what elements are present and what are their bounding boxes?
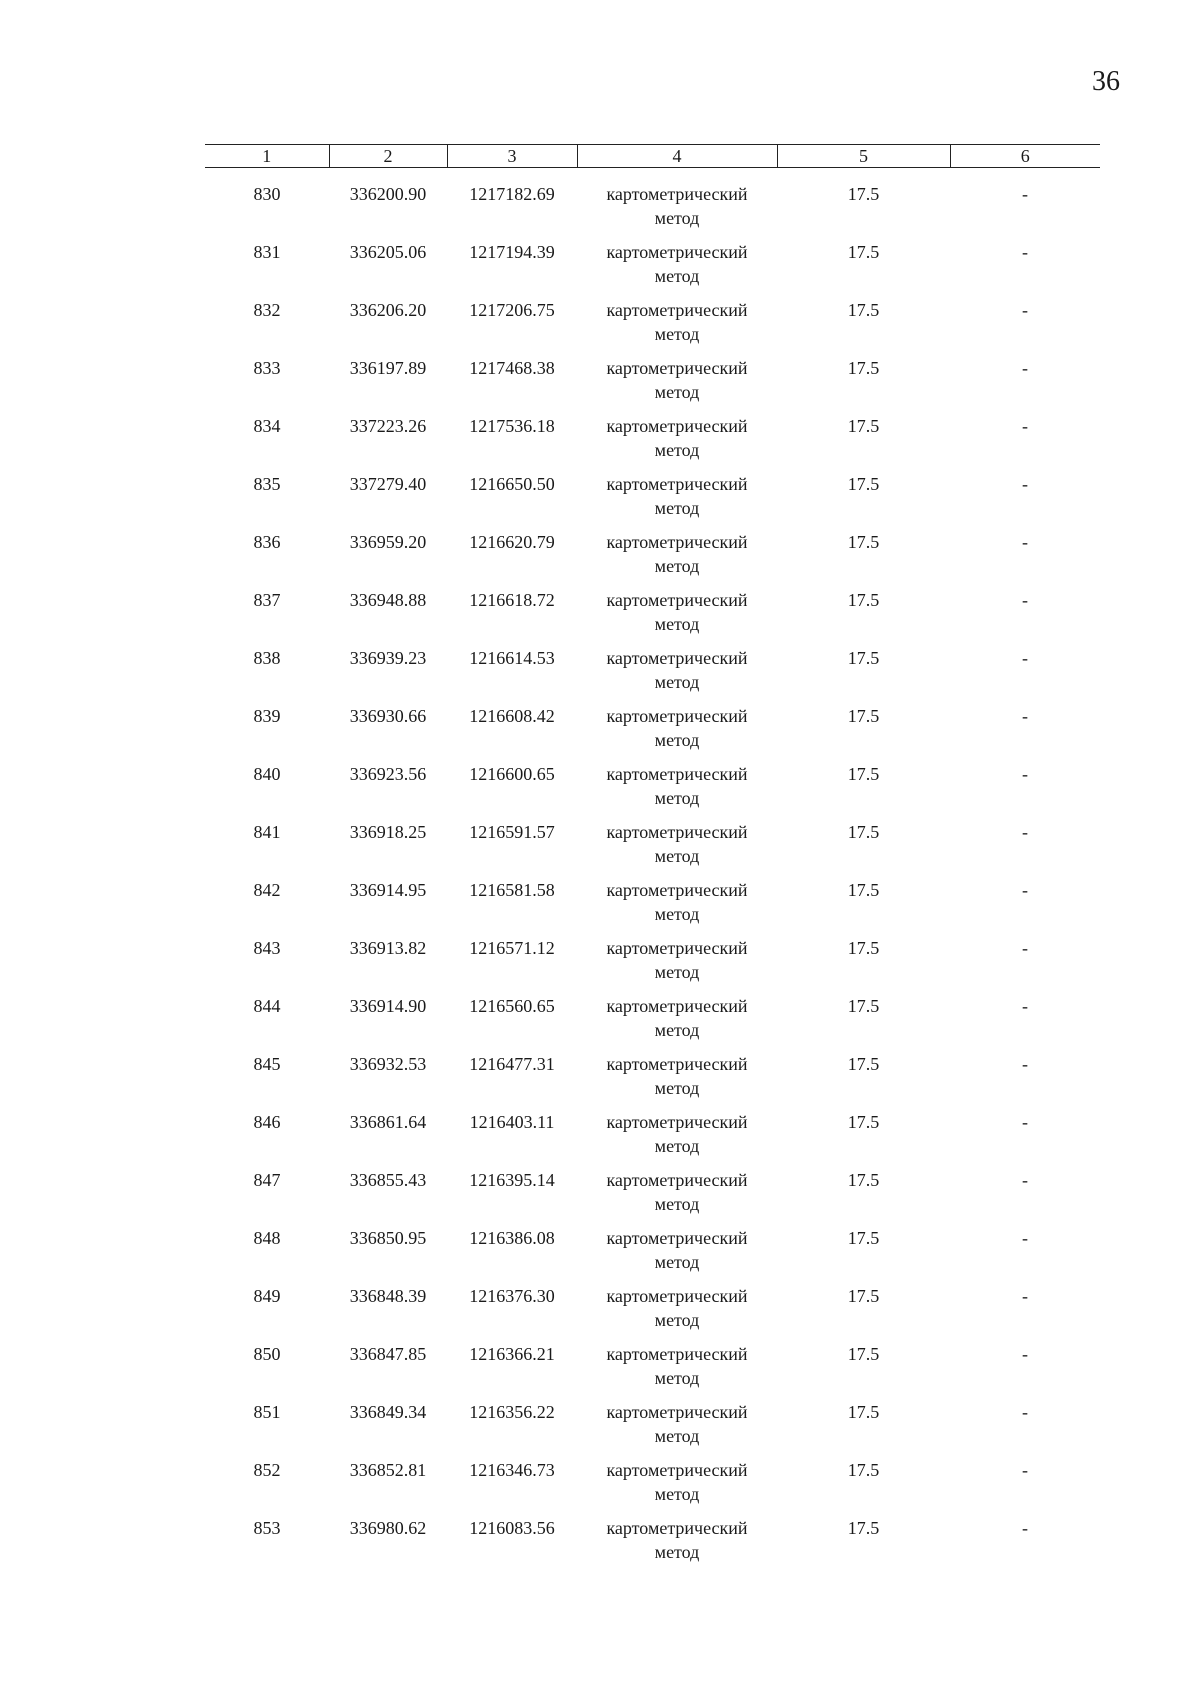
point-number-cell: 850 bbox=[253, 1344, 281, 1364]
note-cell: - bbox=[1022, 1402, 1028, 1422]
method-line-2: метод bbox=[654, 556, 700, 576]
accuracy-cell: 17.5 bbox=[847, 184, 880, 204]
note-cell: - bbox=[1022, 1344, 1028, 1364]
method-line-1: картометрический bbox=[606, 1054, 748, 1074]
method-line-1: картометрический bbox=[606, 1518, 748, 1538]
header-col-3: 3 bbox=[447, 145, 577, 168]
page-number: 36 bbox=[1092, 66, 1120, 97]
point-number-cell: 837 bbox=[253, 590, 281, 610]
y-coordinate-cell: 1217182.69 bbox=[469, 184, 555, 204]
accuracy-cell: 17.5 bbox=[847, 474, 880, 494]
x-coordinate-cell: 336918.25 bbox=[349, 822, 427, 842]
x-coordinate-cell: 336206.20 bbox=[349, 300, 427, 320]
y-coordinate-cell: 1216366.21 bbox=[469, 1344, 555, 1364]
method-line-2: метод bbox=[654, 962, 700, 982]
point-number-cell: 842 bbox=[253, 880, 281, 900]
note-cell: - bbox=[1022, 1286, 1028, 1306]
method-cell bbox=[577, 1226, 777, 1284]
y-coordinate-cell: 1216620.79 bbox=[469, 532, 555, 552]
x-coordinate-cell: 336197.89 bbox=[349, 358, 427, 378]
x-coordinate-cell: 336914.90 bbox=[349, 996, 427, 1016]
header-col-6: 6 bbox=[950, 145, 1100, 168]
table-row bbox=[205, 1458, 1100, 1516]
table-row bbox=[205, 762, 1100, 820]
method-line-1: картометрический bbox=[606, 706, 748, 726]
y-coordinate-cell: 1216600.65 bbox=[469, 764, 555, 784]
method-line-1: картометрический bbox=[606, 938, 748, 958]
y-coordinate-cell: 1217194.39 bbox=[469, 242, 555, 262]
table-row bbox=[205, 588, 1100, 646]
method-cell bbox=[577, 878, 777, 936]
method-cell bbox=[577, 1052, 777, 1110]
x-coordinate-cell: 336847.85 bbox=[349, 1344, 427, 1364]
accuracy-cell: 17.5 bbox=[847, 1460, 880, 1480]
point-number-cell: 839 bbox=[253, 706, 281, 726]
accuracy-cell: 17.5 bbox=[847, 822, 880, 842]
note-cell: - bbox=[1022, 648, 1028, 668]
method-cell bbox=[577, 762, 777, 820]
point-number-cell: 840 bbox=[253, 764, 281, 784]
x-coordinate-cell: 336959.20 bbox=[349, 532, 427, 552]
table-row bbox=[205, 994, 1100, 1052]
accuracy-cell: 17.5 bbox=[847, 706, 880, 726]
note-cell: - bbox=[1022, 1228, 1028, 1248]
note-cell: - bbox=[1022, 474, 1028, 494]
note-cell: - bbox=[1022, 706, 1028, 726]
x-coordinate-cell: 336913.82 bbox=[349, 938, 427, 958]
note-cell: - bbox=[1022, 1170, 1028, 1190]
accuracy-cell: 17.5 bbox=[847, 1518, 880, 1538]
accuracy-cell: 17.5 bbox=[847, 1170, 880, 1190]
y-coordinate-cell: 1216560.65 bbox=[469, 996, 555, 1016]
x-coordinate-cell: 336923.56 bbox=[349, 764, 427, 784]
y-coordinate-cell: 1216581.58 bbox=[469, 880, 555, 900]
x-coordinate-cell: 337279.40 bbox=[349, 474, 427, 494]
header-col-4: 4 bbox=[577, 145, 777, 168]
method-line-2: метод bbox=[654, 498, 700, 518]
y-coordinate-cell: 1216376.30 bbox=[469, 1286, 555, 1306]
y-coordinate-cell: 1216571.12 bbox=[469, 938, 555, 958]
method-line-2: метод bbox=[654, 1136, 700, 1156]
y-coordinate-cell: 1216477.31 bbox=[469, 1054, 555, 1074]
x-coordinate-cell: 336948.88 bbox=[349, 590, 427, 610]
method-cell bbox=[577, 1110, 777, 1168]
table-row bbox=[205, 878, 1100, 936]
method-line-2: метод bbox=[654, 1368, 700, 1388]
method-cell bbox=[577, 704, 777, 762]
method-line-1: картометрический bbox=[606, 184, 748, 204]
point-number-cell: 833 bbox=[253, 358, 281, 378]
method-cell bbox=[577, 1168, 777, 1226]
x-coordinate-cell: 336855.43 bbox=[349, 1170, 427, 1190]
method-line-1: картометрический bbox=[606, 880, 748, 900]
point-number-cell: 845 bbox=[253, 1054, 281, 1074]
point-number-cell: 847 bbox=[253, 1170, 281, 1190]
y-coordinate-cell: 1216346.73 bbox=[469, 1460, 555, 1480]
y-coordinate-cell: 1217536.18 bbox=[469, 416, 555, 436]
header-col-5: 5 bbox=[777, 145, 950, 168]
x-coordinate-cell: 336861.64 bbox=[349, 1112, 427, 1132]
table-row bbox=[205, 168, 1100, 241]
accuracy-cell: 17.5 bbox=[847, 532, 880, 552]
method-line-2: метод bbox=[654, 1542, 700, 1562]
method-cell bbox=[577, 1342, 777, 1400]
table-row bbox=[205, 820, 1100, 878]
method-cell bbox=[577, 168, 777, 241]
table-row bbox=[205, 936, 1100, 994]
note-cell: - bbox=[1022, 358, 1028, 378]
method-cell bbox=[577, 530, 777, 588]
accuracy-cell: 17.5 bbox=[847, 242, 880, 262]
table-row bbox=[205, 1168, 1100, 1226]
note-cell: - bbox=[1022, 764, 1028, 784]
point-number-cell: 832 bbox=[253, 300, 281, 320]
x-coordinate-cell: 336848.39 bbox=[349, 1286, 427, 1306]
table-row bbox=[205, 1516, 1100, 1574]
accuracy-cell: 17.5 bbox=[847, 996, 880, 1016]
x-coordinate-cell: 336939.23 bbox=[349, 648, 427, 668]
table-row bbox=[205, 1284, 1100, 1342]
note-cell: - bbox=[1022, 1054, 1028, 1074]
y-coordinate-cell: 1216083.56 bbox=[469, 1518, 555, 1538]
method-cell bbox=[577, 588, 777, 646]
point-number-cell: 853 bbox=[253, 1518, 281, 1538]
y-coordinate-cell: 1216403.11 bbox=[469, 1112, 555, 1132]
method-line-1: картометрический bbox=[606, 1460, 748, 1480]
point-number-cell: 852 bbox=[253, 1460, 281, 1480]
accuracy-cell: 17.5 bbox=[847, 880, 880, 900]
table-row bbox=[205, 414, 1100, 472]
method-line-2: метод bbox=[654, 1484, 700, 1504]
method-line-2: метод bbox=[654, 1310, 700, 1330]
table-row bbox=[205, 704, 1100, 762]
table-row bbox=[205, 298, 1100, 356]
point-number-cell: 831 bbox=[253, 242, 281, 262]
method-line-2: метод bbox=[654, 324, 700, 344]
method-line-1: картометрический bbox=[606, 648, 748, 668]
x-coordinate-cell: 336932.53 bbox=[349, 1054, 427, 1074]
note-cell: - bbox=[1022, 242, 1028, 262]
note-cell: - bbox=[1022, 1460, 1028, 1480]
note-cell: - bbox=[1022, 532, 1028, 552]
x-coordinate-cell: 336205.06 bbox=[349, 242, 427, 262]
method-line-2: метод bbox=[654, 1078, 700, 1098]
method-line-1: картометрический bbox=[606, 300, 748, 320]
method-line-2: метод bbox=[654, 382, 700, 402]
method-line-1: картометрический bbox=[606, 532, 748, 552]
accuracy-cell: 17.5 bbox=[847, 1054, 880, 1074]
table-row bbox=[205, 530, 1100, 588]
point-number-cell: 834 bbox=[253, 416, 281, 436]
note-cell: - bbox=[1022, 590, 1028, 610]
method-cell bbox=[577, 298, 777, 356]
note-cell: - bbox=[1022, 996, 1028, 1016]
x-coordinate-cell: 337223.26 bbox=[349, 416, 427, 436]
accuracy-cell: 17.5 bbox=[847, 764, 880, 784]
accuracy-cell: 17.5 bbox=[847, 416, 880, 436]
accuracy-cell: 17.5 bbox=[847, 1228, 880, 1248]
method-line-2: метод bbox=[654, 904, 700, 924]
note-cell: - bbox=[1022, 300, 1028, 320]
point-number-cell: 838 bbox=[253, 648, 281, 668]
y-coordinate-cell: 1216591.57 bbox=[469, 822, 555, 842]
y-coordinate-cell: 1216395.14 bbox=[469, 1170, 555, 1190]
point-number-cell: 841 bbox=[253, 822, 281, 842]
y-coordinate-cell: 1216608.42 bbox=[469, 706, 555, 726]
point-number-cell: 851 bbox=[253, 1402, 281, 1422]
point-number-cell: 835 bbox=[253, 474, 281, 494]
note-cell: - bbox=[1022, 184, 1028, 204]
method-cell bbox=[577, 1400, 777, 1458]
method-line-1: картометрический bbox=[606, 1286, 748, 1306]
x-coordinate-cell: 336849.34 bbox=[349, 1402, 427, 1422]
coordinates-table bbox=[205, 144, 1100, 1574]
table-row bbox=[205, 1400, 1100, 1458]
method-line-1: картометрический bbox=[606, 764, 748, 784]
method-line-1: картометрический bbox=[606, 1402, 748, 1422]
table-row bbox=[205, 1226, 1100, 1284]
method-cell bbox=[577, 936, 777, 994]
method-line-1: картометрический bbox=[606, 590, 748, 610]
accuracy-cell: 17.5 bbox=[847, 1402, 880, 1422]
table-row bbox=[205, 472, 1100, 530]
method-line-2: метод bbox=[654, 1426, 700, 1446]
header-row bbox=[205, 145, 1100, 168]
point-number-cell: 843 bbox=[253, 938, 281, 958]
point-number-cell: 849 bbox=[253, 1286, 281, 1306]
method-line-1: картометрический bbox=[606, 1344, 748, 1364]
method-cell bbox=[577, 1284, 777, 1342]
method-line-1: картометрический bbox=[606, 1170, 748, 1190]
accuracy-cell: 17.5 bbox=[847, 300, 880, 320]
method-line-2: метод bbox=[654, 1252, 700, 1272]
method-line-1: картометрический bbox=[606, 1112, 748, 1132]
x-coordinate-cell: 336930.66 bbox=[349, 706, 427, 726]
x-coordinate-cell: 336914.95 bbox=[349, 880, 427, 900]
method-line-1: картометрический bbox=[606, 822, 748, 842]
method-line-2: метод bbox=[654, 1020, 700, 1040]
y-coordinate-cell: 1216614.53 bbox=[469, 648, 555, 668]
note-cell: - bbox=[1022, 416, 1028, 436]
accuracy-cell: 17.5 bbox=[847, 938, 880, 958]
accuracy-cell: 17.5 bbox=[847, 1112, 880, 1132]
method-line-1: картометрический bbox=[606, 474, 748, 494]
note-cell: - bbox=[1022, 822, 1028, 842]
method-line-2: метод bbox=[654, 614, 700, 634]
method-line-1: картометрический bbox=[606, 358, 748, 378]
method-line-2: метод bbox=[654, 266, 700, 286]
method-cell bbox=[577, 1516, 777, 1574]
point-number-cell: 830 bbox=[253, 184, 281, 204]
method-cell bbox=[577, 820, 777, 878]
header-col-1: 1 bbox=[205, 145, 329, 168]
method-cell bbox=[577, 356, 777, 414]
note-cell: - bbox=[1022, 880, 1028, 900]
y-coordinate-cell: 1216618.72 bbox=[469, 590, 555, 610]
note-cell: - bbox=[1022, 938, 1028, 958]
method-line-2: метод bbox=[654, 788, 700, 808]
method-cell bbox=[577, 414, 777, 472]
method-cell bbox=[577, 1458, 777, 1516]
y-coordinate-cell: 1217206.75 bbox=[469, 300, 555, 320]
accuracy-cell: 17.5 bbox=[847, 358, 880, 378]
table-row bbox=[205, 356, 1100, 414]
method-line-2: метод bbox=[654, 440, 700, 460]
table-header bbox=[205, 145, 1100, 168]
y-coordinate-cell: 1216650.50 bbox=[469, 474, 555, 494]
x-coordinate-cell: 336852.81 bbox=[349, 1460, 427, 1480]
x-coordinate-cell: 336850.95 bbox=[349, 1228, 427, 1248]
method-line-1: картометрический bbox=[606, 996, 748, 1016]
y-coordinate-cell: 1217468.38 bbox=[469, 358, 555, 378]
table-row bbox=[205, 1110, 1100, 1168]
method-line-1: картометрический bbox=[606, 416, 748, 436]
note-cell: - bbox=[1022, 1518, 1028, 1538]
method-line-2: метод bbox=[654, 846, 700, 866]
y-coordinate-cell: 1216386.08 bbox=[469, 1228, 555, 1248]
point-number-cell: 844 bbox=[253, 996, 281, 1016]
method-cell bbox=[577, 646, 777, 704]
table-body bbox=[205, 168, 1100, 1575]
point-number-cell: 848 bbox=[253, 1228, 281, 1248]
method-cell bbox=[577, 472, 777, 530]
method-line-2: метод bbox=[654, 208, 700, 228]
x-coordinate-cell: 336980.62 bbox=[349, 1518, 427, 1538]
accuracy-cell: 17.5 bbox=[847, 1344, 880, 1364]
table-row bbox=[205, 240, 1100, 298]
method-line-2: метод bbox=[654, 730, 700, 750]
method-cell bbox=[577, 994, 777, 1052]
method-line-1: картометрический bbox=[606, 1228, 748, 1248]
method-cell bbox=[577, 240, 777, 298]
method-line-1: картометрический bbox=[606, 242, 748, 262]
accuracy-cell: 17.5 bbox=[847, 648, 880, 668]
method-line-2: метод bbox=[654, 1194, 700, 1214]
accuracy-cell: 17.5 bbox=[847, 1286, 880, 1306]
point-number-cell: 846 bbox=[253, 1112, 281, 1132]
point-number-cell: 836 bbox=[253, 532, 281, 552]
table-row bbox=[205, 646, 1100, 704]
table-row bbox=[205, 1052, 1100, 1110]
table-row bbox=[205, 1342, 1100, 1400]
y-coordinate-cell: 1216356.22 bbox=[469, 1402, 555, 1422]
method-line-2: метод bbox=[654, 672, 700, 692]
accuracy-cell: 17.5 bbox=[847, 590, 880, 610]
header-col-2: 2 bbox=[329, 145, 447, 168]
note-cell: - bbox=[1022, 1112, 1028, 1132]
x-coordinate-cell: 336200.90 bbox=[349, 184, 427, 204]
